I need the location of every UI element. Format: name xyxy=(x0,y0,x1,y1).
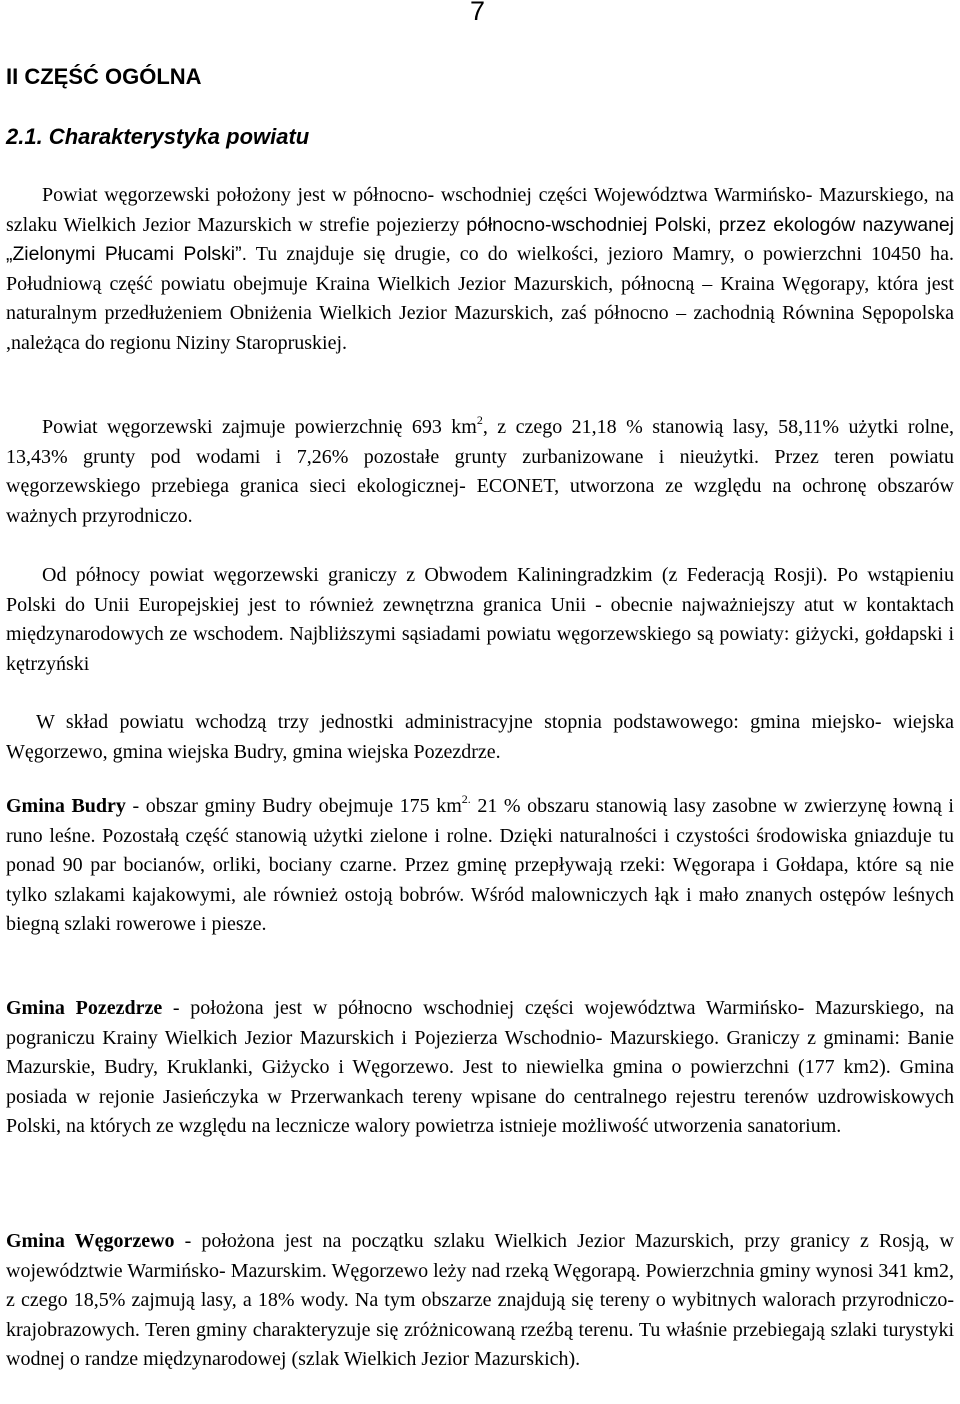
gmina-budry-text-a: - obszar gminy Budry obejmuje 175 km xyxy=(125,795,462,817)
section-title: 2.1. Charakterystyka powiatu xyxy=(6,124,310,149)
paragraph-location-text-c: Tu znajduje się drugie, co do wielkości, jezioro Mamry, o powierzchni 10450 ha. Południową część powiatu obejmuje Kraina Wielkich Jezior Mazurskich, północną – Kraina Węgorapy, która jest naturalnym przedłużeniem Obniżenia Wielkich Jezior Mazurskich, zaś północno – zachodnią Równina Sępopolska ,należąca do regionu Niziny Staropruskiej. xyxy=(6,243,954,354)
paragraph-borders: Od północy powiat węgorzewski graniczy z Obwodem Kaliningradzkim (z Federacją Rosji). Po wstąpieniu Polski do Unii Europejskiej jest to również zewnętrzna granica Unii - obecnie najważniejszy atut w kontaktach międzynarodowych ze wschodem. Najbliższymi sąsiadami powiatu węgorzewskiego są powiaty: giżycki, gołdapski i kętrzyński xyxy=(6,564,954,675)
paragraph-location-text-b: północno-wschodniej Polski, przez ekologów nazywanej „Zielonymi Płucami Polski”. xyxy=(6,213,954,265)
paragraph-location xyxy=(6,181,954,358)
paragraph-area-text-b: , z czego 21,18 % stanowią lasy, 58,11% użytki rolne, 13,43% grunty pod wodami i 7,26% pozostałe grunty zurbanizowane i nieużytki. Przez teren powiatu węgorzewskiego przebiega granica sieci ekologicznej- ECONET, utworzona ze względu na ochronę obszarów ważnych przyrodniczo. xyxy=(6,416,954,527)
paragraph-area-text-a: Powiat węgorzewski zajmuje powierzchnię 693 km xyxy=(42,416,477,438)
gmina-pozezdrze-name: Gmina Pozezdrze xyxy=(6,997,163,1019)
gmina-wegorzewo-name: Gmina Węgorzewo xyxy=(6,1230,175,1252)
paragraph-gmina-budry xyxy=(6,792,954,940)
paragraph-area xyxy=(6,413,954,531)
gmina-budry-text-b: 21 % obszaru stanowią lasy zasobne w zwierzynę łowną i runo leśne. Pozostałą część stanowią użytki zielone i rolne. Dzięki naturalności i czystości środowiska gniazduje tu ponad 90 par bocianów, orliki, bociany czarne. Przez gminę przepływają rzeki: Węgorapa i Gołdapa, które są nie tylko szlakami kajakowymi, ale również ostoją bobrów. Wśród malowniczych łąk i mało znanych ostępów leśnych biegną szlaki rowerowe i piesze. xyxy=(6,795,954,935)
gmina-budry-name: Gmina Budry xyxy=(6,795,126,817)
paragraph-location-text-a: Powiat węgorzewski położony jest w północno- wschodniej części Województwa Warmińsko- Mazurskiego, na szlaku Wielkich Jezior Mazurskich w strefie pojezierzy xyxy=(6,184,954,236)
gmina-wegorzewo-text: - położona jest na początku szlaku Wielkich Jezior Mazurskich, przy granicy z Rosją, w województwie Warmińsko- Mazurskim. Węgorzewo leży nad rzeką Węgorapą. Powierzchnia gminy wynosi 341 km2, z czego 18,5% zajmują lasy, a 18% wody. Na tym obszarze znajdują się tereny o wybitnych walorach przyrodniczo- krajobrazowych. Teren gminy charakteryzuje się zróżnicowaną rzeźbą terenu. Tu właśnie przebiegają szlaki turystyki wodnej o randze międzynarodowej (szlak Wielkich Jezior Mazurskich). xyxy=(6,1230,954,1370)
paragraph-gmina-pozezdrze xyxy=(6,994,954,1142)
gmina-pozezdrze-text: - położona jest w północno wschodniej części województwa Warmińsko- Mazurskiego, na pograniczu Krainy Wielkich Jezior Mazurskich i Pojezierza Wschodnio- Mazurskiego. Graniczy z gminami: Banie Mazurskie, Budry, Kruklanki, Giżycko i Węgorzewo. Jest to niewielka gmina o powierzchni (177 km2). Gmina posiada w rejonie Jasieńczyka w Przerwankach tereny wpisane do centralnego rejestru terenów uzdrowiskowych Polski, na których ze względu na lecznicze walory powietrza istnieje możliwość utworzenia sanatorium. xyxy=(6,997,955,1137)
superscript-km2-budry: 2. xyxy=(461,792,471,806)
part-title: II CZĘŚĆ OGÓLNA xyxy=(6,64,202,89)
paragraph-gmina-wegorzewo xyxy=(6,1227,954,1375)
page-number: 7 xyxy=(470,0,486,26)
superscript-km2: 2 xyxy=(476,413,483,427)
paragraph-admin-units: W skład powiatu wchodzą trzy jednostki administracyjne stopnia podstawowego: gmina miejsko- wiejska Węgorzewo, gmina wiejska Budry, gmina wiejska Pozezdrze. xyxy=(6,711,954,763)
